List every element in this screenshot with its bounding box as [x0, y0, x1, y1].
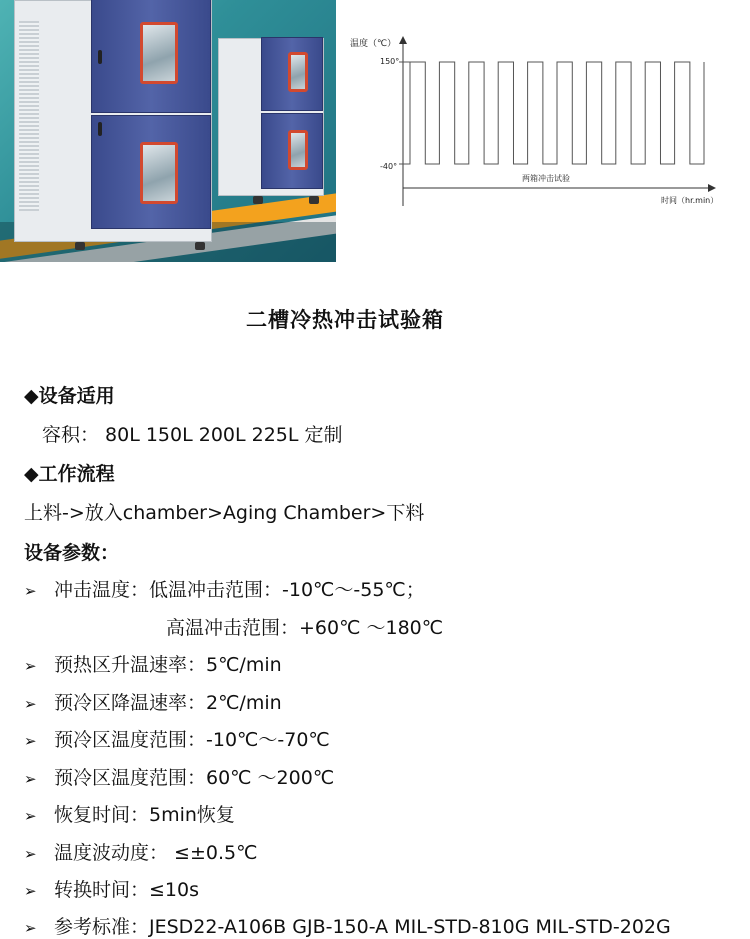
param-text: 预冷区降温速率：2℃/min	[54, 692, 282, 714]
chart-annotation: 两箱冲击试验	[522, 174, 570, 183]
caster	[75, 242, 85, 250]
param-item	[24, 838, 257, 865]
ytick-high: 150°	[380, 57, 400, 66]
upper-handle	[98, 50, 102, 64]
product-photo	[0, 0, 336, 262]
param-item	[24, 800, 235, 827]
upper-window	[288, 52, 308, 92]
bullet-arrow-icon: ➢	[24, 919, 37, 937]
param-item	[24, 763, 334, 790]
process-heading: ◆工作流程	[24, 463, 115, 485]
bullet-arrow-icon: ➢	[24, 882, 37, 900]
capacity-line: 容积： 80L 150L 200L 225L 定制	[42, 424, 343, 446]
param-item	[24, 725, 330, 752]
params-heading: 设备参数：	[24, 542, 120, 564]
lower-window	[140, 142, 178, 204]
applicable-heading: ◆设备适用	[24, 385, 115, 407]
bullet-arrow-icon: ➢	[24, 657, 37, 675]
param-item	[24, 650, 282, 677]
page-title: 二槽冷热冲击试验箱	[246, 308, 444, 332]
bullet-arrow-icon: ➢	[24, 582, 37, 600]
x-axis-arrow	[708, 184, 716, 192]
bullet-arrow-icon: ➢	[24, 845, 37, 863]
chart-xlabel: 时间（hr.min）	[661, 196, 719, 205]
param-text: 预热区升温速率：5℃/min	[54, 654, 282, 676]
param-item	[24, 575, 425, 602]
param-text: 参考标准：JESD22-A106B GJB-150-A MIL-STD-810G MIL-STD-202G	[54, 916, 671, 938]
bullet-arrow-icon: ➢	[24, 807, 37, 825]
chart-series-square-wave	[399, 62, 704, 164]
side-vent	[19, 21, 39, 211]
lower-door	[261, 113, 323, 189]
bullet-arrow-icon: ➢	[24, 732, 37, 750]
upper-window	[140, 22, 178, 84]
caster	[195, 242, 205, 250]
param-item	[24, 912, 671, 939]
param-text: 预冷区温度范围：60℃ ～200℃	[54, 767, 335, 789]
param-text: 温度波动度： ≤±0.5℃	[54, 842, 258, 864]
param-text: 恢复时间：5min恢复	[54, 804, 235, 826]
param-text: 转换时间：≤10s	[54, 879, 199, 901]
ytick-low: -40°	[380, 162, 398, 171]
chart-ylabel: 温度（℃）	[350, 39, 397, 49]
process-line: 上料->放入chamber>Aging Chamber>下料	[24, 502, 425, 524]
param-item	[24, 875, 199, 902]
square-wave-line	[403, 62, 704, 164]
lower-window	[288, 130, 308, 170]
caster	[253, 196, 263, 204]
temperature-shock-chart	[344, 30, 744, 220]
caster	[309, 196, 319, 204]
lower-door	[91, 115, 211, 229]
param-text: 高温冲击范围：+60℃ ～180℃	[166, 617, 444, 639]
bullet-arrow-icon: ➢	[24, 695, 37, 713]
param-text: 预冷区温度范围：-10℃～-70℃	[54, 729, 330, 751]
param-item	[166, 613, 443, 640]
param-item	[24, 688, 282, 715]
small-chamber	[218, 38, 324, 196]
lower-handle	[98, 122, 102, 136]
bullet-arrow-icon: ➢	[24, 770, 37, 788]
large-chamber	[14, 0, 212, 242]
y-axis-arrow	[399, 36, 407, 44]
upper-door	[91, 0, 211, 113]
upper-door	[261, 37, 323, 111]
param-text: 冲击温度：低温冲击范围：-10℃～-55℃；	[54, 579, 425, 601]
